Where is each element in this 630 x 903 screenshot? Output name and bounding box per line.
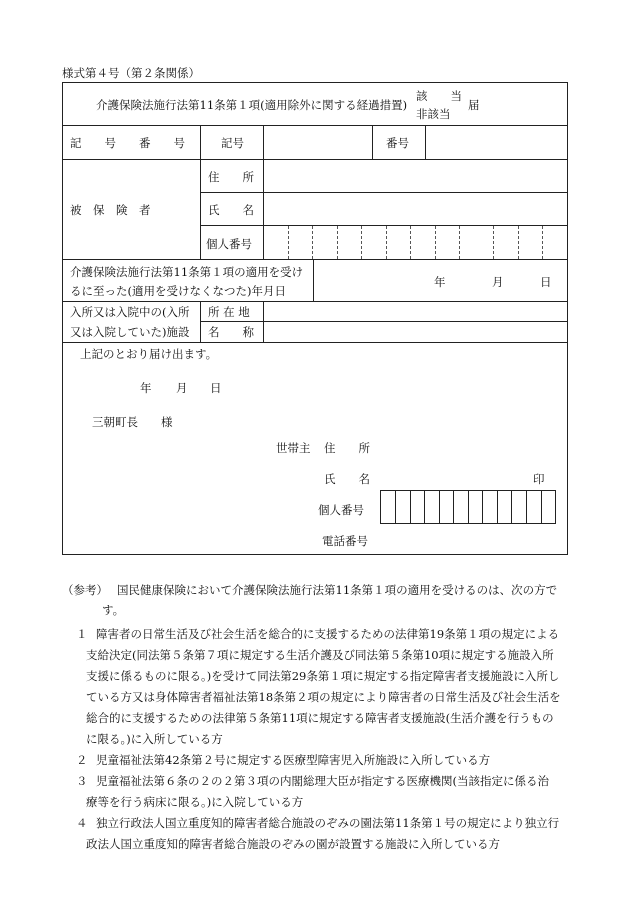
option-not-applicable: 非該当 [416, 107, 451, 121]
declaration-year: 年 [140, 381, 152, 395]
note-line: ている方又は身体障害者福祉法第18条第２項の規定により障害者の日常生活及び社会生活を [86, 690, 561, 704]
individual-number-field[interactable] [264, 226, 567, 259]
note-number: １ [76, 627, 88, 641]
note-line: 療等を行う病床に限る。)に入院している方 [86, 795, 304, 809]
note-line: 支援に係るものに限る。)を受けて同法第29条第１項に規定する指定障害者支援施設に入所し [86, 669, 560, 683]
householder-label: 世帯主 [276, 441, 311, 455]
insured-person-label: 被 保 険 者 [70, 203, 151, 217]
kigo-field[interactable] [264, 126, 371, 159]
note-number: ３ [76, 774, 88, 788]
individual-number-label: 個人番号 [206, 237, 252, 251]
date-month: 月 [492, 275, 504, 289]
addressee: 三朝町長 様 [92, 415, 173, 429]
note-number: ２ [76, 753, 88, 767]
name-field[interactable] [264, 193, 567, 225]
form-title-suffix: 届 [468, 98, 480, 112]
note-line: 障害者の日常生活及び社会生活を総合的に支援するための法律第19条第１項の規定による [96, 627, 560, 641]
name-label: 氏 名 [208, 203, 254, 217]
note-line: 児童福祉法第42条第２号に規定する医療型障害児入所施設に入所している方 [96, 753, 491, 767]
note-number: ４ [76, 816, 88, 830]
form-title: 介護保険法施行法第11条第１項(適用除外に関する経過措置) [96, 98, 408, 112]
note-line: 独立行政法人国立重度知的障害者総合施設のぞみの園法第11条第１号の規定により独立行 [96, 816, 560, 830]
notes-intro-line1: 国民健康保険において介護保険法施行法第11条第１項の適用を受けるのは、次の方で [117, 583, 558, 597]
date-field[interactable] [314, 260, 567, 301]
declaration-statement: 上記のとおり届け出ます。 [80, 347, 218, 361]
date-label-line2: るに至った(適用を受けなくなつた)年月日 [70, 284, 286, 298]
householder-name-label: 氏 名 [324, 472, 370, 486]
option-applicable: 該 当 [416, 89, 462, 103]
facility-address-field[interactable] [264, 302, 567, 321]
date-year: 年 [434, 275, 446, 289]
address-label: 住 所 [208, 170, 254, 184]
kigo-label: 記号 [221, 136, 244, 150]
form-number: 様式第４号（第２条関係） [62, 66, 200, 80]
note-line: 総合的に支援するための法律第５条第11項に規定する障害者支援施設(生活介護を行うもの [86, 711, 554, 725]
note-line: に限る。)に入所している方 [86, 732, 223, 746]
address-field[interactable] [264, 160, 567, 192]
notes-label: （参考） [62, 583, 108, 597]
kigo-bango-label: 記 号 番 号 [70, 136, 185, 150]
note-line: 政法人国立重度知的障害者総合施設のぞみの園が設置する施設に入所している方 [86, 837, 500, 851]
declaration-day: 日 [210, 381, 222, 395]
note-line: 支給決定(同法第５条第７項に規定する生活介護及び同法第５条第10項に規定する施設入所 [86, 648, 554, 662]
facility-label-line2: 又は入院していた)施設 [70, 325, 190, 339]
facility-label-line1: 入所又は入院中の(入所 [70, 305, 190, 319]
declaration-month: 月 [176, 381, 188, 395]
householder-number-label: 個人番号 [318, 503, 364, 517]
householder-address-label: 住 所 [324, 441, 370, 455]
facility-name-label: 名 称 [208, 325, 254, 339]
phone-label: 電話番号 [322, 534, 368, 548]
date-label-line1: 介護保険法施行法第11条第１項の適用を受け [70, 265, 304, 279]
note-line: 児童福祉法第６条の２の２第３項の内閣総理大臣が指定する医療機関(当該指定に係る治 [96, 774, 549, 788]
bango-field[interactable] [426, 126, 567, 159]
notes-intro-line2: す。 [102, 603, 125, 617]
date-day: 日 [540, 275, 552, 289]
facility-name-field[interactable] [264, 322, 567, 342]
bango-label: 番号 [386, 136, 409, 150]
facility-address-label: 所 在 地 [208, 305, 250, 319]
seal-mark: 印 [533, 472, 545, 486]
